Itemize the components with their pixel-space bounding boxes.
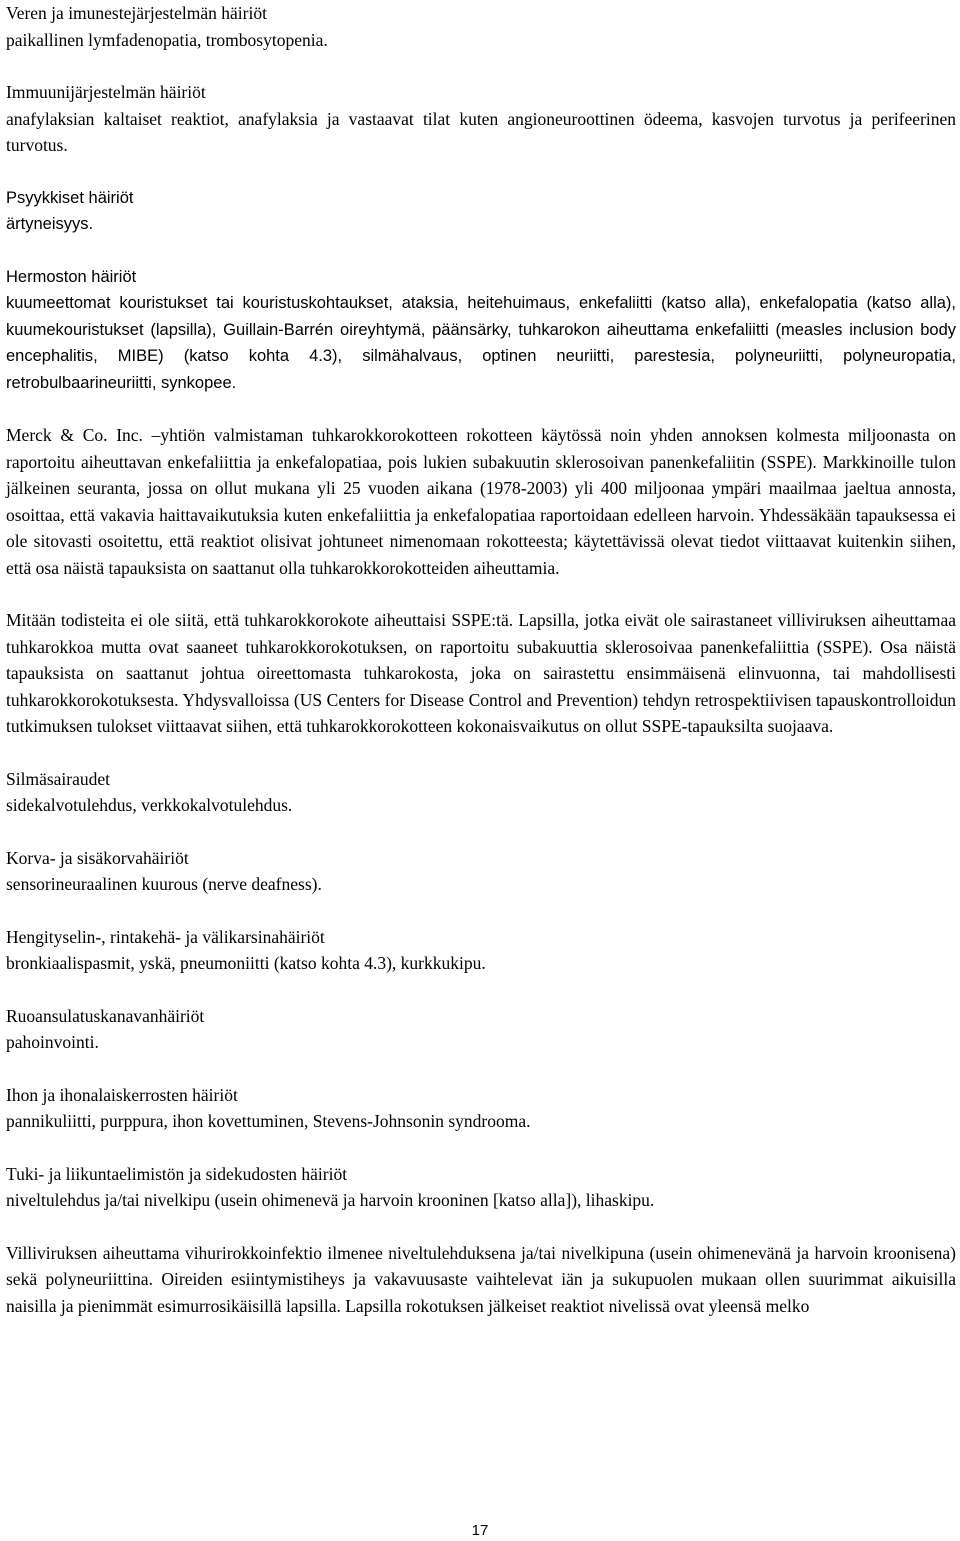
section-body: sidekalvotulehdus, verkkokalvotulehdus.: [6, 795, 293, 815]
section-heading: Psyykkiset häiriöt: [6, 188, 134, 207]
section-heading: Veren ja imunestejärjestelmän häiriöt: [6, 3, 267, 23]
paragraph-merck: Merck & Co. Inc. –yhtiön valmistaman tuhkarokkorokotteen rokotteen käytössä noin yhden annoksen kolmesta miljoonasta on raportoitu aiheuttavan enkefaliittia ja enkefalopatiaa, pois lukien subakuutin sklerosoivan panenkefaliitin (SSPE). Markkinoille tulon jälkeinen seuranta, jossa on ollut mukana yli 25 vuoden aikana (1978-2003) yli 400 miljoonaa ympäri maailmaa jaeltua annosta, osoittaa, että vakavia haittavaikutuksia kuten enkefaliittia ja enkefalopatiaa raportoidaan edelleen harvoin. Yhdessäkään tapauksessa ei ole sitovasti osoitettu, että reaktiot olisivat johtuneet nimenomaan rokotteesta; käytettävissä olevat tiedot viittaavat kuitenkin siihen, että osa näistä tapauksista on saattanut olla tuhkarokkorokotteiden aiheuttamia.: [6, 425, 956, 578]
paragraph-rubella: Villiviruksen aiheuttama vihurirokkoinfektio ilmenee niveltulehduksena ja/tai nivelkipuna (usein ohimenevänä ja harvoin kroonisena) sekä polyneuriittina. Oireiden esiintymistiheys ja vakavuusaste vaihtelevat iän ja sukupuolen mukaan ollen suurimmat aikuisilla naisilla ja pienimmät esimurrosikäisillä lapsilla. Lapsilla rokotuksen jälkeiset reaktiot nivelissä ovat yleensä melko: [6, 1242, 956, 1316]
section-ear: [6, 845, 956, 898]
section-heading: Hermoston häiriöt: [6, 267, 137, 286]
section-body: sensorineuraalinen kuurous (nerve deafness).: [6, 874, 322, 894]
section-heading: Hengityselin-, rintakehä- ja välikarsinahäiriöt: [6, 926, 325, 947]
section-musculoskeletal: [6, 1161, 956, 1214]
section-immune: [6, 79, 956, 159]
section-respiratory: [6, 924, 956, 977]
section-body: anafylaksian kaltaiset reaktiot, anafylaksia ja vastaavat tilat kuten angioneuroottinen ödeema, kasvojen turvotus ja perifeerinen turvotus.: [6, 108, 956, 155]
section-heading: Silmäsairaudet: [6, 768, 111, 789]
document-page: [6, 0, 956, 1345]
section-body: niveltulehdus ja/tai nivelkipu (usein ohimenevä ja harvoin krooninen [katso alla]), lihaskipu.: [6, 1190, 655, 1210]
section-body: pannikuliitti, purppura, ihon kovettuminen, Stevens-Johnsonin syndrooma.: [6, 1111, 531, 1131]
section-heading: Tuki- ja liikuntaelimistön ja sidekudosten häiriöt: [6, 1163, 348, 1184]
section-body: paikallinen lymfadenopatia, trombosytopenia.: [6, 29, 328, 50]
section-eye: [6, 766, 956, 819]
section-heading: Immuunijärjestelmän häiriöt: [6, 82, 206, 102]
page-number: 17: [471, 1522, 489, 1539]
section-nervous: [6, 264, 956, 397]
section-body: pahoinvointi.: [6, 1032, 99, 1052]
section-gastro: [6, 1003, 956, 1056]
section-body: kuumeettomat kouristukset tai kouristuskohtaukset, ataksia, heitehuimaus, enkefaliitti (katso alla), enkefalopatia (katso alla), kuumekouristukset (lapsilla), Guillain-Barrén oireyhtymä, päänsärky, tuhkarokon aiheuttama enkefaliitti (measles inclusion body encephalitis, MIBE) (katso kohta 4.3), silmähalvaus, optinen neuriitti, parestesia, polyneuriitti, polyneuropatia, retrobulbaarineuriitti, synkopee.: [6, 294, 956, 392]
section-heading: Ruoansulatuskanavanhäiriöt: [6, 1005, 205, 1026]
section-heading: Ihon ja ihonalaiskerrosten häiriöt: [6, 1084, 238, 1105]
paragraph-sspe: Mitään todisteita ei ole siitä, että tuhkarokkorokote aiheuttaisi SSPE:tä. Lapsilla, jotka eivät ole sairastaneet villiviruksen aiheuttamaa tuhkarokkoa mutta ovat saaneet tuhkarokkorokotuksen, on raportoitu subakuuttia sklerosoivaa panenkefaliittia (SSPE). Osa näistä tapauksista on saattanut johtua oireettomasta tuhkarokosta, joka on sairastettu ensimmäisenä elinvuonna, tai mahdollisesti tuhkarokkorokotuksesta. Yhdysvalloissa (US Centers for Disease Control and Prevention) tehdyn retrospektiivisen tapauskontrolloidun tutkimuksen tulokset viittaavat siihen, että tuhkarokkorokotteen kokonaisvaikutus on ollut SSPE-tapauksilta suojaava.: [6, 610, 956, 736]
section-heading: Korva- ja sisäkorvahäiriöt: [6, 847, 189, 868]
section-psychiatric: [6, 185, 956, 238]
section-skin: [6, 1082, 956, 1135]
section-body: bronkiaalispasmit, yskä, pneumoniitti (katso kohta 4.3), kurkkukipu.: [6, 953, 486, 973]
section-blood-lymph: [6, 0, 956, 53]
section-body: ärtyneisyys.: [6, 215, 94, 233]
